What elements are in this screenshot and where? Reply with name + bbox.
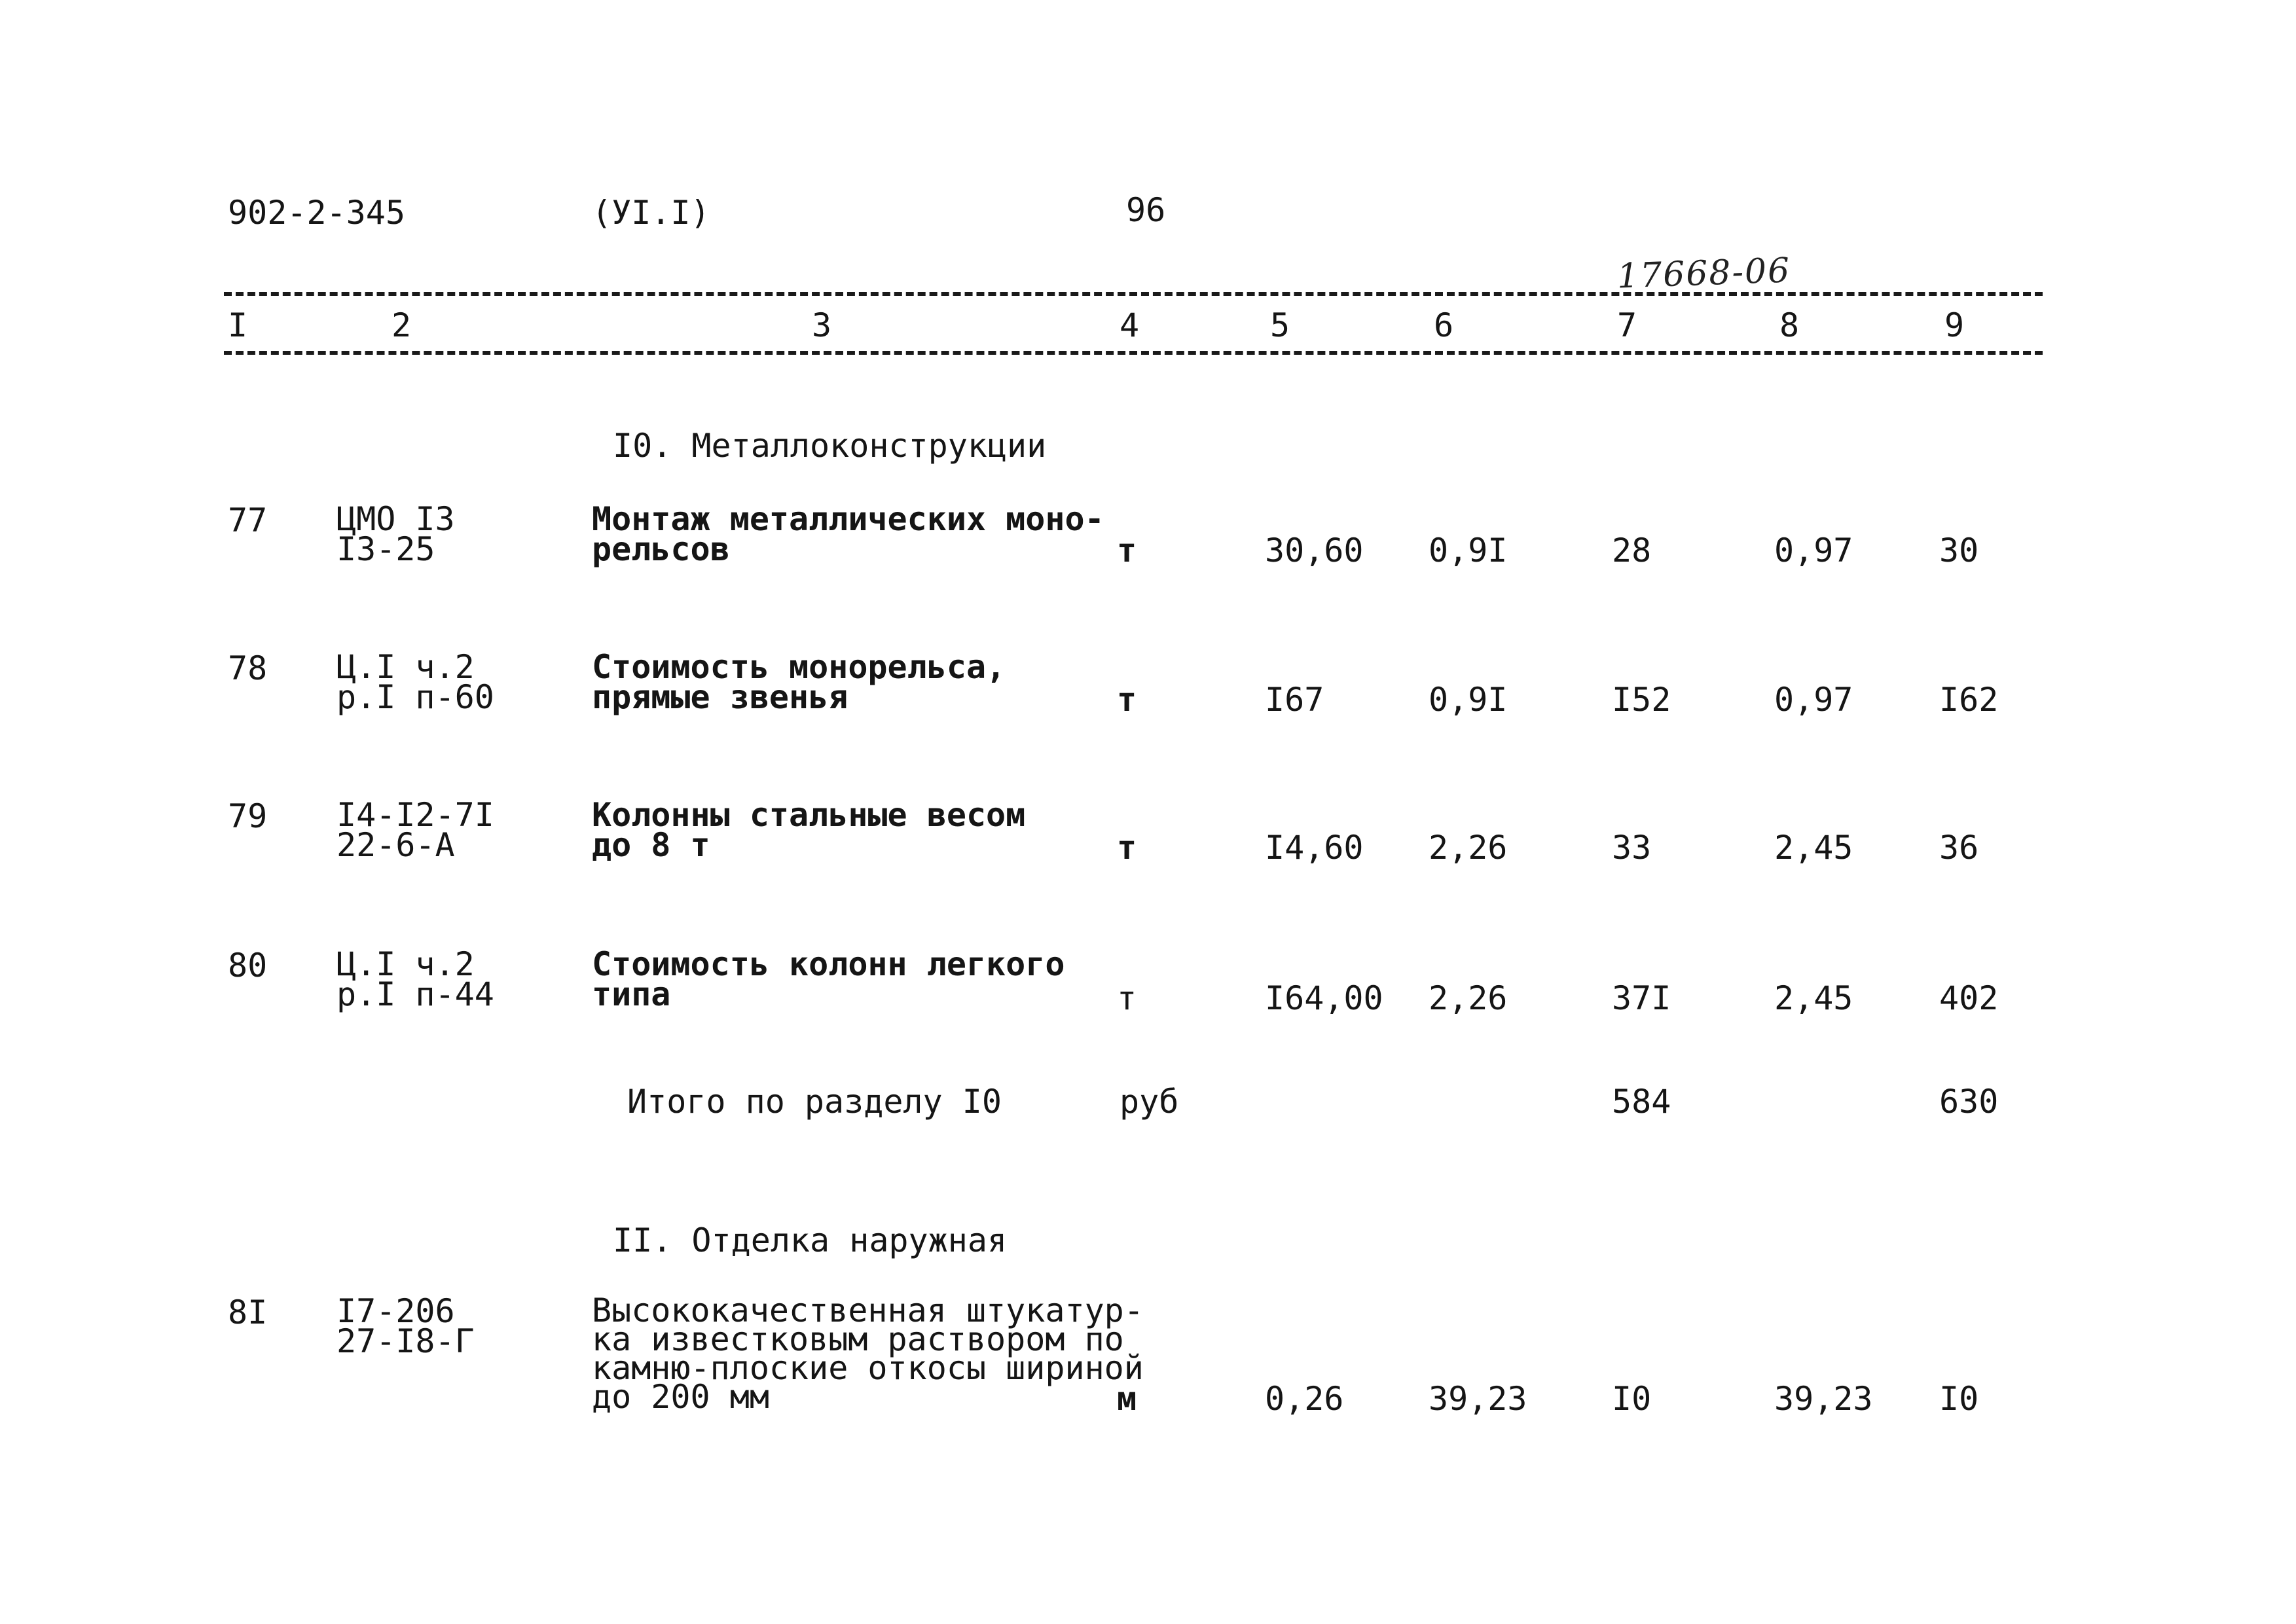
coefficient: 0,9I — [1429, 681, 1508, 719]
work-description — [592, 796, 1026, 864]
cost-value-2: I0 — [1939, 1380, 1979, 1418]
description-line: Колонны стальные весом — [592, 796, 1026, 834]
section-total-cost-2: 630 — [1939, 1083, 1999, 1121]
column-header-2: 2 — [392, 306, 412, 344]
description-line: до 200 мм — [592, 1378, 769, 1416]
description-line: Монтаж металлических моно- — [592, 500, 1104, 538]
section-title: I0. Металлоконструкции — [613, 427, 1047, 465]
coefficient-2: 0,97 — [1774, 532, 1853, 569]
coefficient: 2,26 — [1429, 829, 1508, 867]
cost-value-2: 402 — [1939, 979, 1999, 1017]
work-description — [592, 945, 1065, 1013]
description-line: ка известковым раствором по — [592, 1320, 1124, 1358]
norm-code-line: 22-6-А — [337, 826, 455, 864]
section-title: II. Отделка наружная — [613, 1221, 1008, 1259]
column-header-7: 7 — [1617, 306, 1637, 344]
handwritten-inventory-number: 17668-06 — [1616, 251, 1792, 297]
norm-code-line: Ц.I ч.2 — [337, 648, 475, 686]
section-total-cost: 584 — [1612, 1083, 1671, 1121]
norm-code-line: Ц.I ч.2 — [337, 945, 475, 983]
column-header-3: 3 — [812, 306, 832, 344]
work-description — [592, 1291, 1144, 1416]
description-line: рельсов — [592, 530, 730, 568]
norm-code-line: I4-I2-7I — [337, 796, 494, 834]
header-top-rule — [224, 292, 2043, 296]
column-header-5: 5 — [1270, 306, 1290, 344]
column-header-6: 6 — [1434, 306, 1454, 344]
unit: т — [1117, 979, 1137, 1017]
norm-code-line: I3-25 — [337, 530, 435, 568]
norm-code — [337, 945, 494, 1013]
quantity: I64,00 — [1265, 979, 1383, 1017]
norm-code — [337, 648, 494, 716]
page-number: 96 — [1126, 191, 1166, 229]
cost-value: 28 — [1612, 532, 1652, 569]
description-line: камню-плоские откосы шириной — [592, 1349, 1144, 1387]
work-description — [592, 500, 1104, 568]
description-line: Высококачественная штукатур- — [592, 1291, 1144, 1329]
row-number: 80 — [228, 947, 268, 984]
cost-value-2: 36 — [1939, 829, 1979, 867]
header-bottom-rule — [224, 351, 2043, 355]
coefficient-2: 2,45 — [1774, 829, 1853, 867]
section-total-unit: руб — [1120, 1083, 1179, 1121]
quantity: 30,60 — [1265, 532, 1364, 569]
row-number: 78 — [228, 649, 268, 687]
quantity: 0,26 — [1265, 1380, 1344, 1418]
description-line: Стоимость колонн легкого — [592, 945, 1065, 983]
column-header-1: I — [228, 306, 248, 344]
coefficient-2: 0,97 — [1774, 681, 1853, 719]
cost-value-2: 30 — [1939, 532, 1979, 569]
norm-code — [337, 500, 455, 568]
description-line: прямые звенья — [592, 678, 848, 716]
document-code: 902-2-345 — [228, 194, 405, 232]
coefficient-2: 2,45 — [1774, 979, 1853, 1017]
cost-value: 33 — [1612, 829, 1652, 867]
unit: м — [1117, 1380, 1137, 1418]
cost-value: 37I — [1612, 979, 1671, 1017]
row-number: 77 — [228, 501, 268, 539]
quantity: I4,60 — [1265, 829, 1364, 867]
cost-value: I0 — [1612, 1380, 1652, 1418]
unit: т — [1117, 532, 1137, 569]
norm-code-line: ЦМО I3 — [337, 500, 455, 538]
work-description — [592, 648, 1006, 716]
coefficient: 39,23 — [1429, 1380, 1527, 1418]
coefficient: 0,9I — [1429, 532, 1508, 569]
coefficient-2: 39,23 — [1774, 1380, 1873, 1418]
coefficient: 2,26 — [1429, 979, 1508, 1017]
section-code: (УI.I) — [592, 194, 710, 232]
row-number: 79 — [228, 797, 268, 835]
norm-code-line: 27-I8-Г — [337, 1322, 475, 1360]
description-line: Стоимость монорельса, — [592, 648, 1006, 686]
norm-code — [337, 1292, 475, 1360]
norm-code-line: р.I п-60 — [337, 678, 494, 716]
cost-value: I52 — [1612, 681, 1671, 719]
unit: т — [1117, 829, 1137, 867]
column-header-9: 9 — [1944, 306, 1965, 344]
column-header-8: 8 — [1779, 306, 1800, 344]
section-total-label: Итого по разделу I0 — [627, 1083, 1002, 1121]
row-number: 8I — [228, 1293, 268, 1331]
description-line: типа — [592, 975, 671, 1013]
norm-code-line: р.I п-44 — [337, 975, 494, 1013]
norm-code — [337, 796, 494, 864]
unit: т — [1117, 681, 1137, 719]
norm-code-line: I7-206 — [337, 1292, 455, 1330]
quantity: I67 — [1265, 681, 1324, 719]
cost-value-2: I62 — [1939, 681, 1999, 719]
description-line: до 8 т — [592, 826, 710, 864]
column-header-4: 4 — [1120, 306, 1140, 344]
